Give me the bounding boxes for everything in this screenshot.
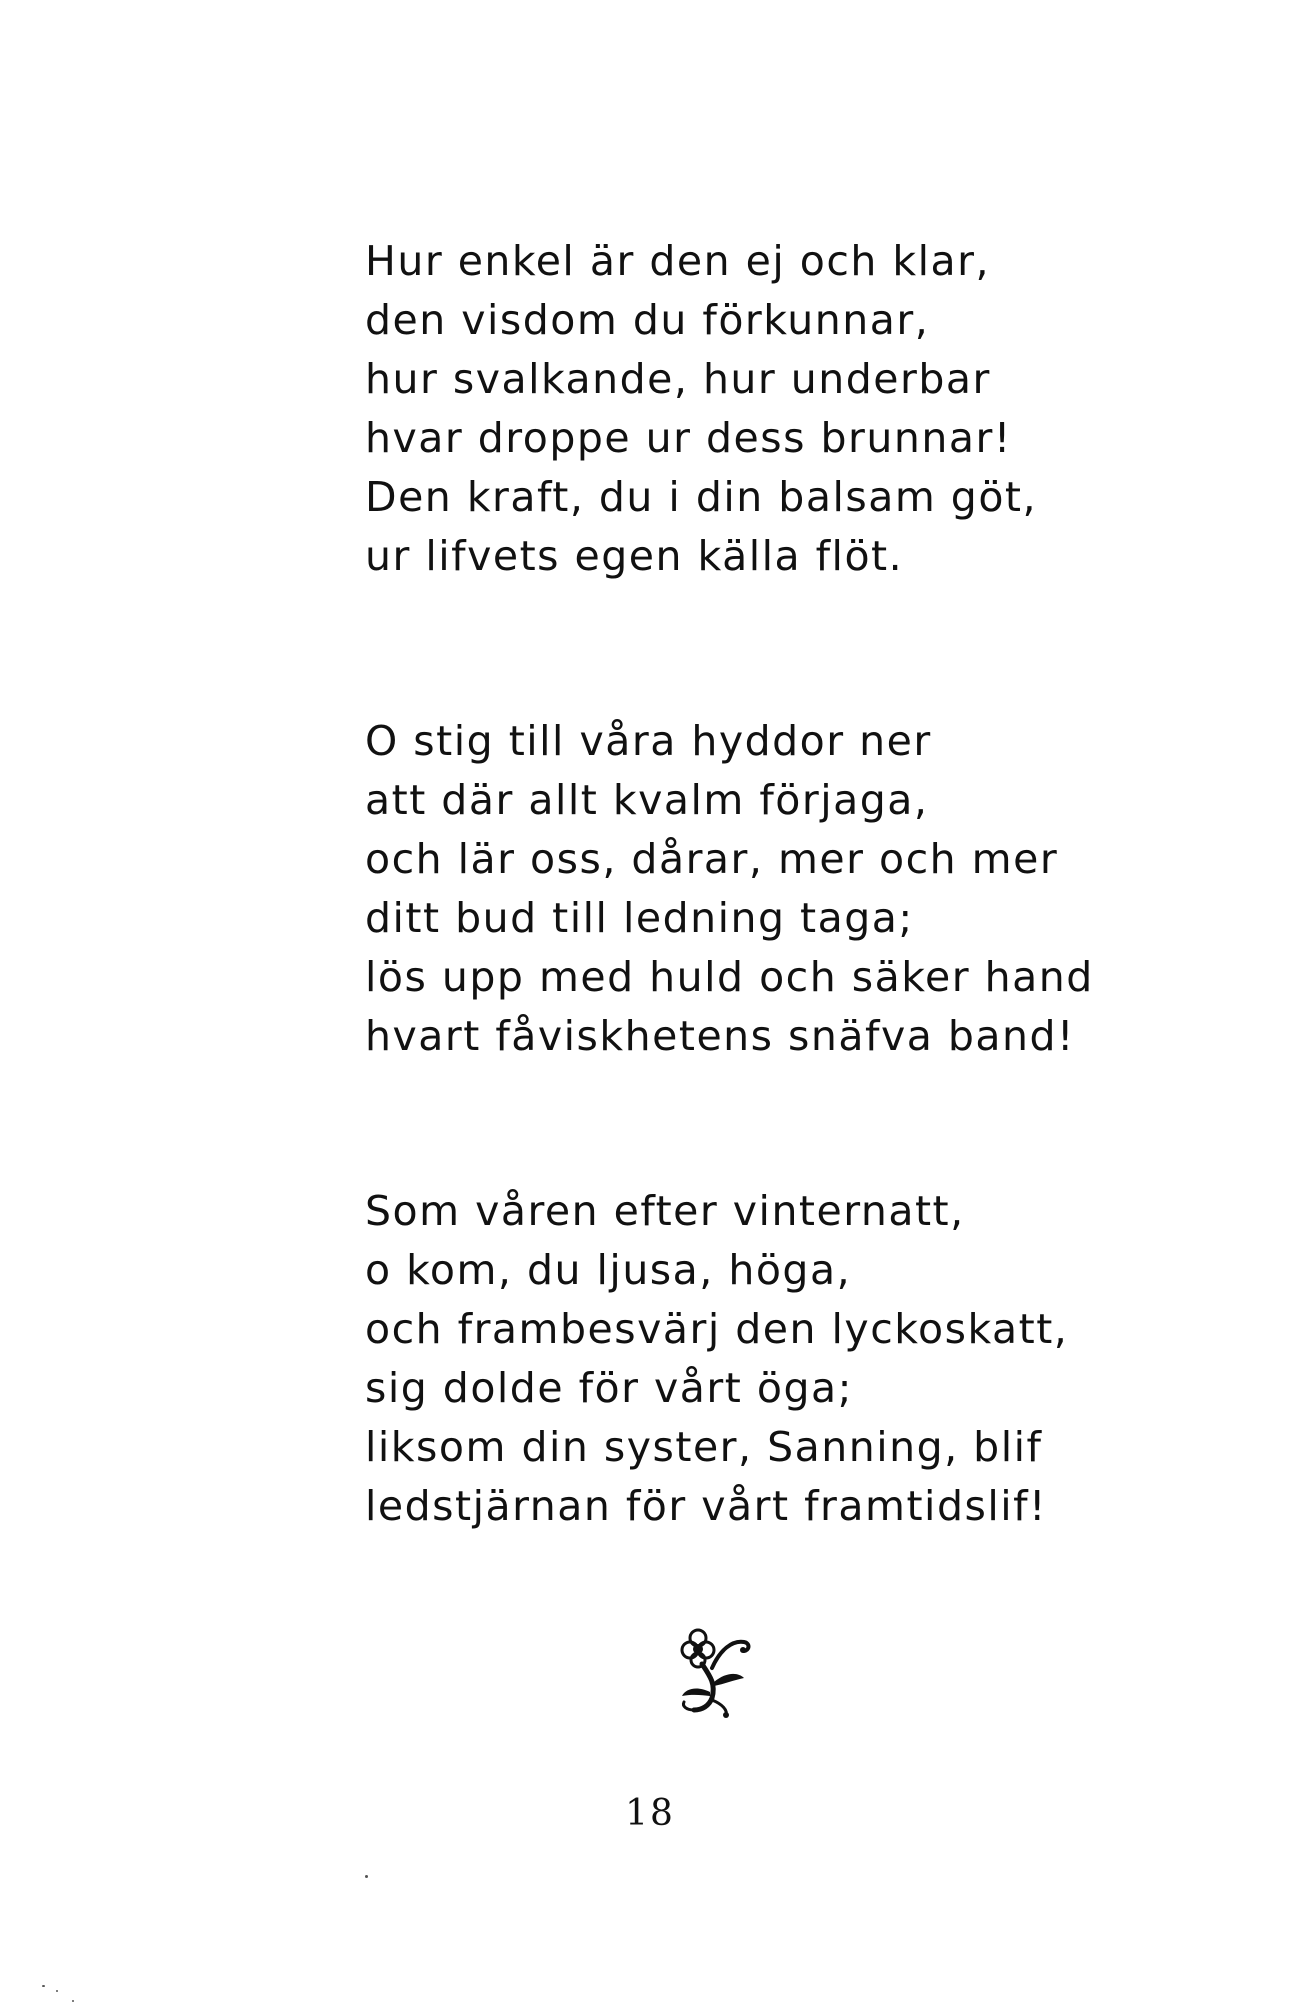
verse-line: sig dolde för vårt öga;: [365, 1364, 853, 1412]
verse-line: Hur enkel är den ej och klar,: [365, 237, 991, 285]
stanza-2: [365, 712, 1165, 1066]
verse-line: hur svalkande, hur underbar: [365, 355, 991, 403]
scan-speck: [42, 1985, 45, 1987]
verse-line: hvart fåviskhetens snäfva band!: [365, 1012, 1075, 1060]
verse-line: ledstjärnan för vårt framtidslif!: [365, 1482, 1047, 1530]
verse-line: Den kraft, du i din balsam göt,: [365, 473, 1038, 521]
verse-line: och lär oss, dårar, mer och mer: [365, 835, 1059, 883]
floral-ornament-icon: [672, 1620, 762, 1720]
stanza-1: [365, 232, 1165, 586]
verse-line: ur lifvets egen källa flöt.: [365, 532, 904, 580]
scan-speck: [365, 1875, 368, 1878]
verse-line: O stig till våra hyddor ner: [365, 717, 932, 765]
verse-line: liksom din syster, Sanning, blif: [365, 1423, 1043, 1471]
stanza-3: [365, 1182, 1165, 1536]
verse-line: den visdom du förkunnar,: [365, 296, 930, 344]
page-number: 18: [625, 1793, 675, 1834]
verse-line: hvar droppe ur dess brunnar!: [365, 414, 1012, 462]
verse-line: o kom, du ljusa, höga,: [365, 1246, 852, 1294]
verse-line: och frambesvärj den lyckoskatt,: [365, 1305, 1069, 1353]
scan-speck: [72, 2000, 74, 2002]
verse-line: Som våren efter vinternatt,: [365, 1187, 965, 1235]
verse-line: lös upp med huld och säker hand: [365, 953, 1094, 1001]
scan-speck: [56, 1990, 58, 1992]
verse-line: ditt bud till ledning taga;: [365, 894, 914, 942]
verse-line: att där allt kvalm förjaga,: [365, 776, 929, 824]
